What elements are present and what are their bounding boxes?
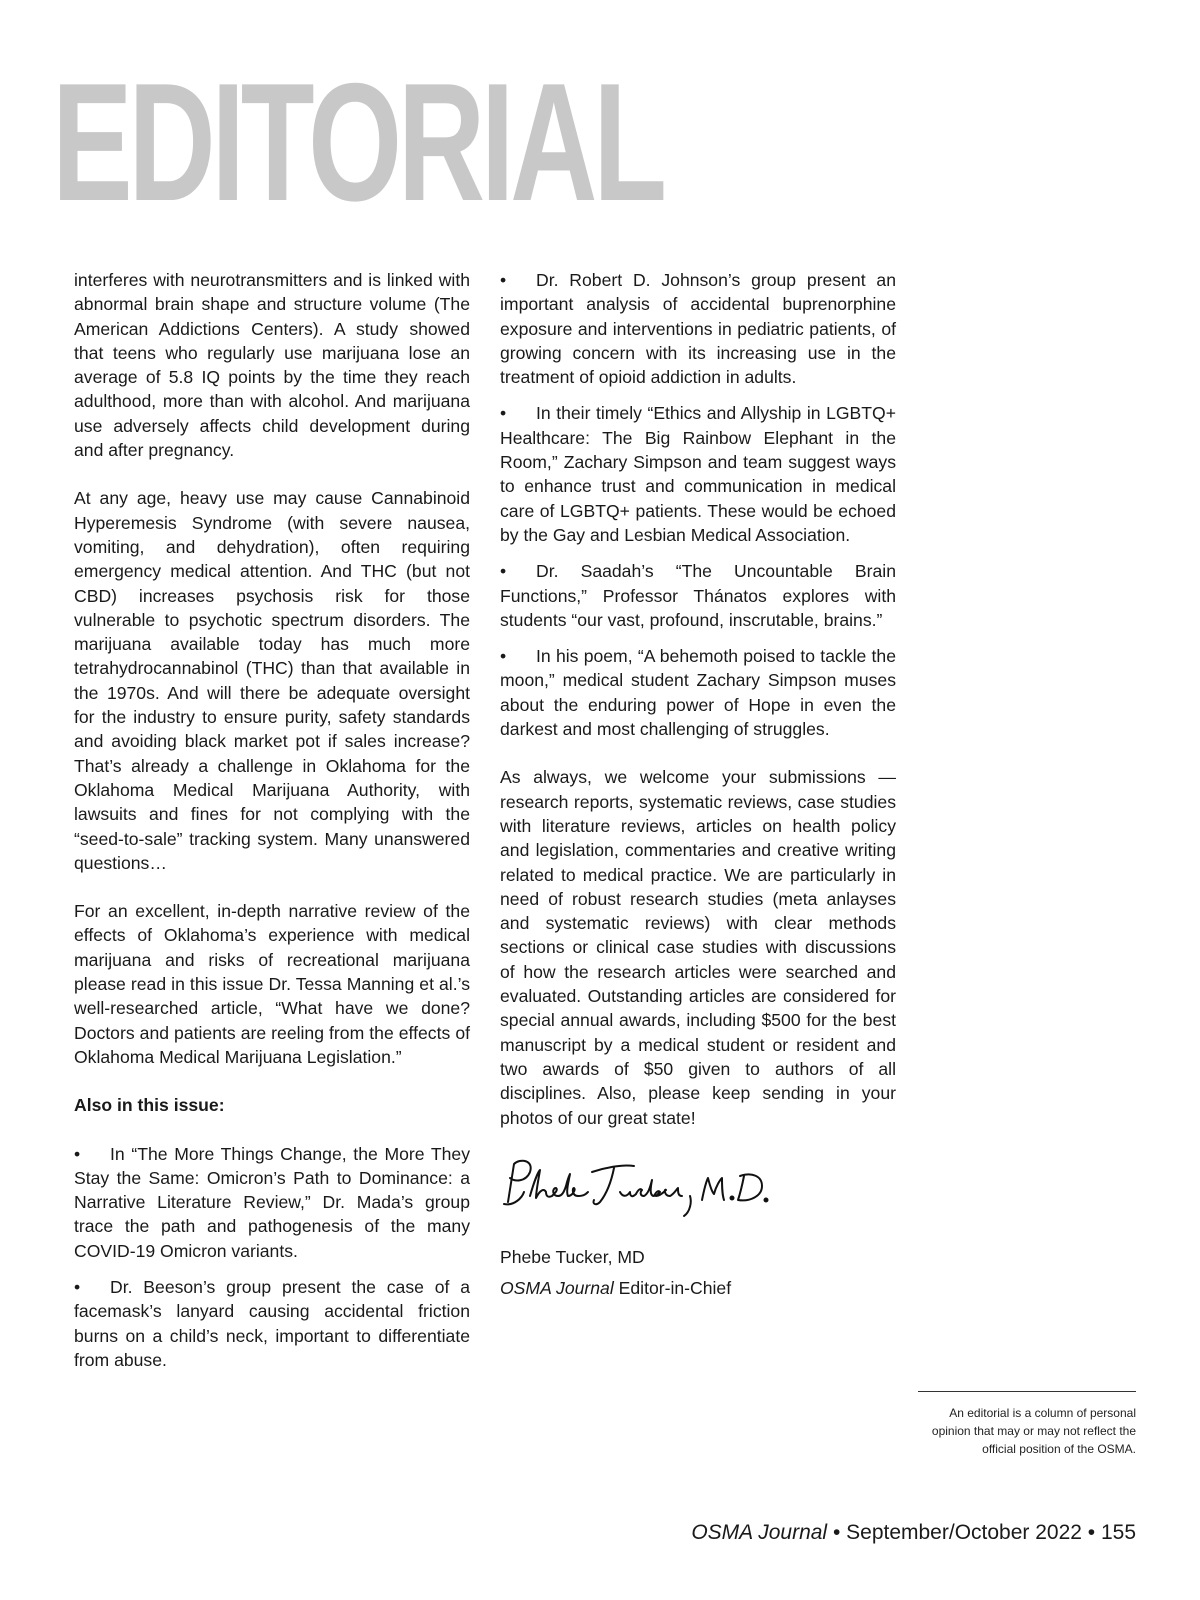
bullet-marker: • — [500, 403, 507, 424]
list-item — [500, 559, 896, 632]
list-item-text: Dr. Saadah’s “The Uncountable Brain Functions,” Professor Thánatos explores with students “our vast, profound, inscrutable, brains.” — [500, 561, 896, 630]
bullet-list — [500, 268, 896, 741]
masthead-title: EDITORIAL — [52, 48, 663, 236]
paragraph: At any age, heavy use may cause Cannabinoid Hyperemesis Syndrome (with severe nausea, vomiting, and dehydration), often requiring emergency medical attention. And THC (but not CBD) increases psychosis risk for those vulnerable to psychotic spectrum disorders. The marijuana available today has much more tetrahydrocannabinol (THC) than that available in the 1970s. And will there be adequate oversight for the industry to ensure purity, safety standards and avoiding black market pot if sales increase? That’s already a challenge in Oklahoma for the Oklahoma Medical Marijuana Authority, with lawsuits and fines for not complying with the “seed-to-sale” tracking system. Many unanswered questions… — [74, 488, 470, 873]
paragraph: interferes with neurotransmitters and is linked with abnormal brain shape and structure volume (The American Addictions Centers). A study showed that teens who regularly use marijuana lose an average of 5.8 IQ points by the time they reach adulthood, more than with alcohol. And marijuana use adversely affects child development during and after pregnancy. — [74, 270, 470, 461]
list-item — [500, 401, 896, 547]
author-name: Phebe Tucker, MD — [500, 1246, 645, 1267]
list-item-text: In his poem, “A behemoth poised to tackle the moon,” medical student Zachary Simpson muses about the enduring power of Hope in even the darkest and most challenging of struggles. — [500, 646, 896, 740]
author-title — [500, 1273, 896, 1304]
bullet-marker: • — [74, 1143, 81, 1164]
editorial-disclaimer: An editorial is a column of personal opinion that may or may not reflect the official position of the OSMA. — [918, 1391, 1136, 1458]
list-item-text: Dr. Robert D. Johnson’s group present an important analysis of accidental buprenorphine exposure and interventions in pediatric patients, of growing concern with its increasing use in the treatment of opioid addiction in adults. — [500, 270, 896, 388]
bullet-marker: • — [500, 270, 507, 290]
list-item-text: In “The More Things Change, the More They Stay the Same: Omicron’s Path to Dominance: a Narrative Literature Review,” Dr. Mada’s group trace the path and pathogenesis of the many COVID-19 Omicron variants. — [74, 1143, 470, 1261]
handwritten-signature — [500, 1152, 770, 1230]
section-subheading: Also in this issue: — [74, 1095, 225, 1116]
footer-issue-page: • September/October 2022 • 155 — [827, 1521, 1136, 1544]
bullet-list — [74, 1142, 470, 1373]
list-item — [500, 644, 896, 741]
signature-image — [500, 1152, 770, 1230]
bullet-marker: • — [74, 1276, 81, 1297]
list-item — [74, 1142, 470, 1263]
list-item-text: Dr. Beeson’s group present the case of a facemask’s lanyard causing accidental friction burns on a child’s neck, important to differentiate from abuse. — [74, 1276, 470, 1370]
paragraph: As always, we welcome your submissions — research reports, systematic reviews, case studies with literature reviews, articles on health policy and legislation, commentaries and creative writing related to medical practice. We are particularly in need of robust research studies (meta anlayses and systematic reviews) with clear methods sections or clinical case studies with discussions of how the research articles were searched and evaluated. Outstanding articles are considered for special annual awards, including $500 for the best manuscript by a medical student or resident and two awards of $50 given to authors of all disciplines. Also, please keep sending in your photos of our great state! — [500, 767, 896, 1128]
left-column — [74, 268, 470, 1372]
author-role: Editor-in-Chief — [613, 1277, 732, 1298]
bullet-marker: • — [500, 561, 507, 582]
list-item — [500, 268, 896, 389]
journal-name: OSMA Journal — [500, 1277, 614, 1298]
list-item — [74, 1275, 470, 1372]
list-item-text: In their timely “Ethics and Allyship in LGBTQ+ Healthcare: The Big Rainbow Elephant in the Room,” Zachary Simpson and team suggest ways to enhance trust and communication in medical care of LGBTQ+ patients. These would be echoed by the Gay and Lesbian Medical Association. — [500, 403, 896, 545]
bullet-marker: • — [500, 646, 507, 667]
footer-journal-name: OSMA Journal — [691, 1521, 828, 1544]
paragraph: For an excellent, in-depth narrative review of the effects of Oklahoma’s experience with medical marijuana and risks of recreational marijuana please read in this issue Dr. Tessa Manning et al.’s well-researched article, “What have we done? Doctors and patients are reeling from the effects of Oklahoma Medical Marijuana Legislation.” — [74, 901, 470, 1067]
right-column — [500, 268, 896, 1304]
page-footer — [691, 1520, 1136, 1546]
